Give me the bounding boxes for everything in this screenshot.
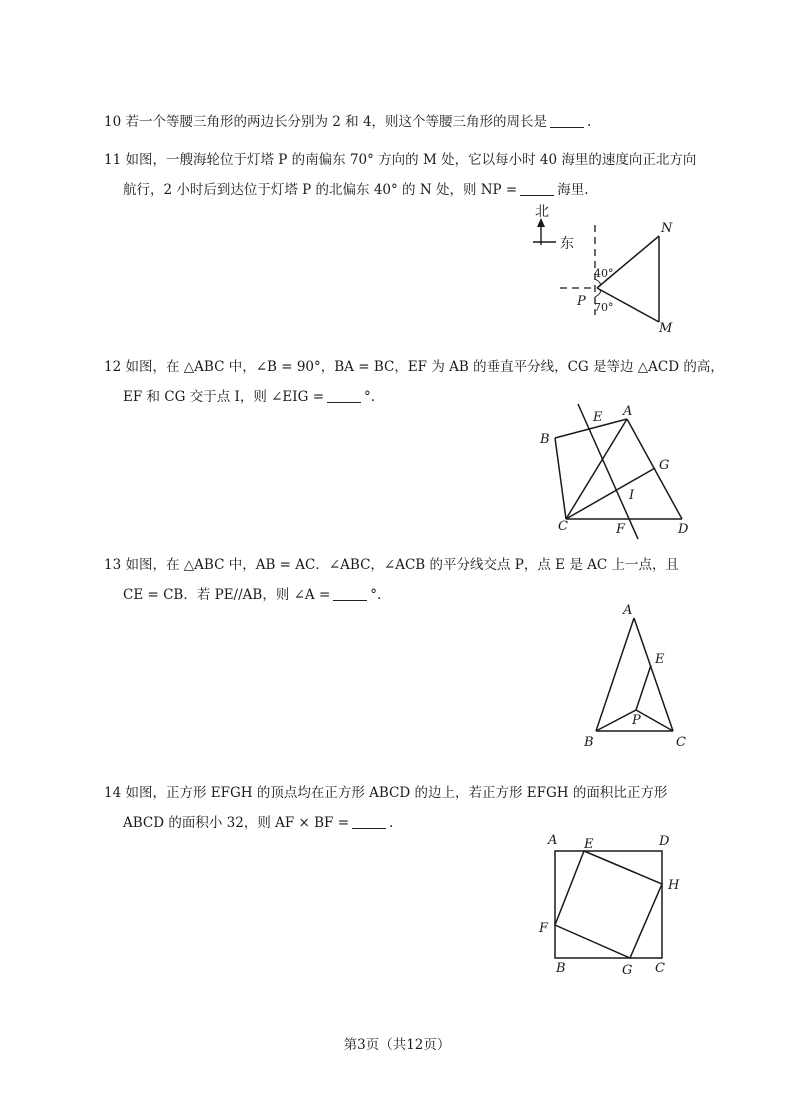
question-text: 如图，在 △ABC 中，∠B = 90°，BA = BC，EF 为 AB 的垂直平分线，CG 是等边 △ACD 的高， [125,359,724,375]
segment-BA [555,419,627,438]
question-10: 10 若一个等腰三角形的两边长分别为 2 和 4，则这个等腰三角形的周长是 . [104,114,592,130]
question-text: 如图，正方形 EFGH 的顶点均在正方形 ABCD 的边上，若正方形 EFGH 的面积比正方形 [125,785,668,801]
label-G: G [659,458,670,473]
label-C: C [676,735,686,750]
label-H: H [668,878,680,893]
figure-13-isosceles-triangle [575,600,705,755]
segment-PN [597,236,659,288]
question-number: 11 [104,152,122,168]
question-text: 航行，2 小时后到达位于灯塔 P 的北偏东 40° 的 N 处，则 NP = [123,182,518,198]
question-text: CE = CB．若 PE//AB，则 ∠A = [123,587,331,603]
label-F: F [539,921,549,936]
label-A: A [548,833,558,848]
compass-east-label: 东 [560,236,574,252]
question-13: 13 如图，在 △ABC 中，AB = AC．∠ABC，∠ACB 的平分线交点 P，点 E 是 AC 上一点，且 CE = CB．若 PE//AB，则 ∠A = °. [104,557,679,603]
label-I: I [629,488,635,503]
label-B: B [584,735,594,750]
label-angle-70: 70° [594,301,614,314]
page-footer: 第3页（共12页） [343,1037,451,1053]
label-E: E [655,652,665,667]
label-B: B [540,432,550,447]
square-EFGH [555,851,662,958]
figure-11-lighthouse [520,200,690,340]
question-text: 如图，一艘海轮位于灯塔 P 的南偏东 70° 方向的 M 处，它以每小时 40 海里的速度向正北方向 [125,152,697,168]
angle-arc-70 [595,290,600,297]
figure-14-nested-squares [530,828,700,983]
label-D: D [659,834,670,849]
answer-blank [327,388,361,403]
label-M: M [659,321,673,336]
label-angle-40: 40° [594,267,614,280]
label-E: E [593,410,603,425]
question-11: 11 如图，一艘海轮位于灯塔 P 的南偏东 70° 方向的 M 处，它以每小时 40 海里的速度向正北方向 航行，2 小时后到达位于灯塔 P 的北偏东 40° 的 N 处，则 NP = 海里. [104,152,697,198]
segment-BC [555,438,566,519]
label-F: F [616,522,626,537]
segment-CA [566,419,627,519]
label-P: P [632,713,641,728]
label-D: D [678,522,689,537]
label-G: G [622,963,633,978]
question-text: ABCD 的面积小 32，则 AF × BF = [123,815,350,831]
answer-blank [520,181,554,196]
figure-12-triangles [530,398,700,543]
label-B: B [556,961,566,976]
square-ABCD [555,851,662,958]
label-P: P [577,294,586,309]
label-N: N [661,221,673,236]
compass-north-label: 北 [535,204,549,220]
question-number: 12 [104,359,122,375]
segment-PE [636,665,651,710]
answer-blank [550,113,584,128]
question-text: EF 和 CG 交于点 I，则 ∠EIG = [123,389,325,405]
label-A: A [623,603,633,618]
question-12: 12 如图，在 △ABC 中，∠B = 90°，BA = BC，EF 为 AB 的垂直平分线，CG 是等边 △ACD 的高， EF 和 CG 交于点 I，则 ∠EIG = °. [104,359,724,405]
label-C: C [558,519,568,534]
label-E: E [584,837,594,852]
question-text: 若一个等腰三角形的两边长分别为 2 和 4，则这个等腰三角形的周长是 [125,114,548,130]
label-C: C [655,961,665,976]
question-14: 14 如图，正方形 EFGH 的顶点均在正方形 ABCD 的边上，若正方形 EFGH 的面积比正方形 ABCD 的面积小 32，则 AF × BF = . [104,785,668,831]
question-number: 10 [104,114,122,130]
answer-blank [333,586,367,601]
question-text: 如图，在 △ABC 中，AB = AC．∠ABC，∠ACB 的平分线交点 P，点 E 是 AC 上一点，且 [125,557,679,573]
question-number: 13 [104,557,122,573]
question-number: 14 [104,785,122,801]
label-A: A [623,404,633,419]
answer-blank [352,814,386,829]
